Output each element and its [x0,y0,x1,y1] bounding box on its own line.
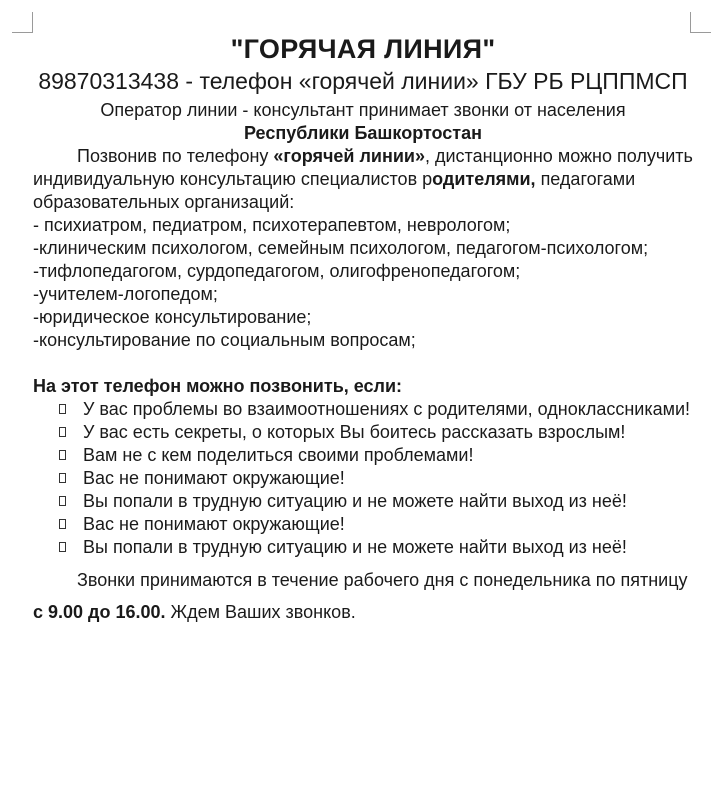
services-list [33,214,693,352]
reason-item [83,467,693,490]
reason-text: Вас не понимают окружающие! [83,514,345,534]
schedule-lead: Звонки принимаются в течение рабочего дня с понедельника по пятницу [77,570,688,590]
reason-text: Вам не с кем поделиться своими проблемами! [83,445,474,465]
reason-item [83,421,693,444]
service-item: - психиатром, педиатром, психотерапевтом, неврологом; [33,215,511,235]
page-corner-mark-top-right [690,12,711,33]
intro-parents: одителями, [432,169,536,189]
operator-region: Республики Башкортостан [244,123,482,143]
reason-text: У вас проблемы во взаимоотношениях с родителями, одноклассниками! [83,399,691,419]
reason-item [83,513,693,536]
document-page [33,32,693,628]
square-bullet-icon [59,450,66,460]
when-to-call-heading: На этот телефон можно позвонить, если: [33,376,403,396]
reason-item [83,398,693,421]
reason-item [83,490,693,513]
service-item: -клиническим психологом, семейным психологом, педагогом-психологом; [33,238,649,258]
service-item: -консультирование по социальным вопросам; [33,330,416,350]
square-bullet-icon [59,473,66,483]
intro-lead: Позвонив по телефону [77,146,274,166]
schedule-hours: с 9.00 до 16.00. [33,602,166,622]
schedule-tail: Ждем Ваших звонков. [165,602,356,622]
reason-item [83,444,693,467]
operator-info [33,99,693,145]
service-item: -тифлопедагогом, сурдопедагогом, олигофренопедагогом; [33,261,521,281]
service-item: -учителем-логопедом; [33,284,218,304]
intro-paragraph [33,145,693,214]
square-bullet-icon [59,542,66,552]
square-bullet-icon [59,427,66,437]
intro-middle: , дистанционно можно получить индивидуальную консультацию специалистов р [33,146,693,189]
reason-item [83,536,693,559]
service-item: -юридическое консультирование; [33,307,312,327]
reasons-list [33,398,693,559]
intro-hotline: «горячей линии» [273,146,425,166]
operator-line: Оператор линии - консультант принимает звонки от населения [100,100,626,120]
page-title: "ГОРЯЧАЯ ЛИНИЯ" [230,34,496,64]
intro-tail: педагогами образовательных организаций: [33,169,636,212]
reason-text: Вы попали в трудную ситуацию и не можете найти выход из неё! [83,491,627,511]
reason-text: У вас есть секреты, о которых Вы боитесь рассказать взрослым! [83,422,626,442]
schedule-paragraph [33,564,693,628]
reason-text: Вы попали в трудную ситуацию и не можете найти выход из неё! [83,537,627,557]
square-bullet-icon [59,519,66,529]
page-corner-mark-top-left [12,12,33,33]
reason-text: Вас не понимают окружающие! [83,468,345,488]
phone-subtitle: 89870313438 - телефон «горячей линии» ГБУ РБ РЦППМСП [38,68,688,94]
square-bullet-icon [59,404,66,414]
square-bullet-icon [59,496,66,506]
